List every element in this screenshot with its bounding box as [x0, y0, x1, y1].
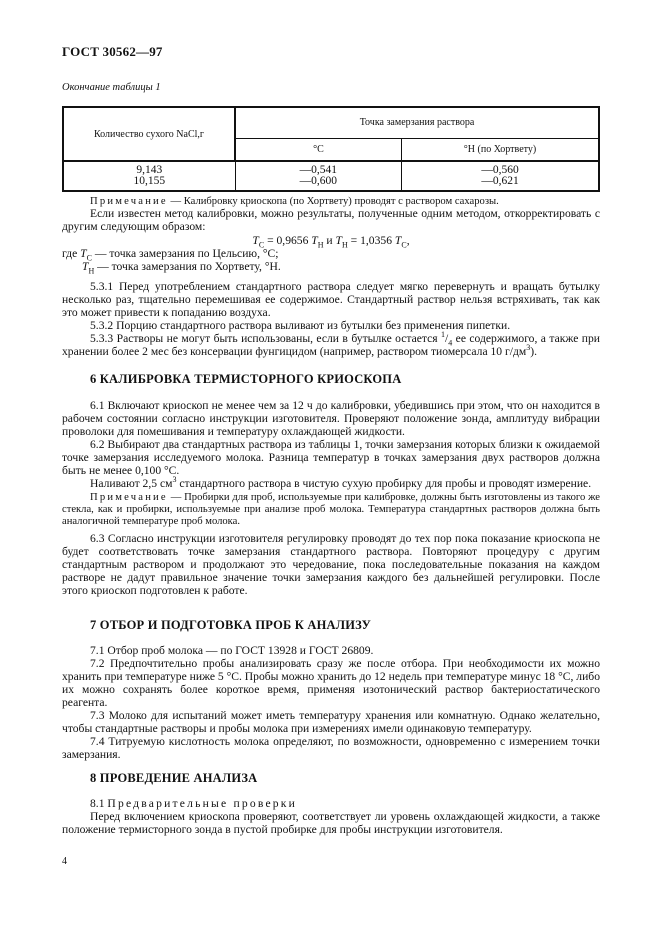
table-header-nacl: Количество сухого NaCl,г: [63, 107, 235, 161]
paragraph-5-3-3: 5.3.3 Растворы не могут быть использованы, если в бутылке остается $^1/_4$ ее содержимого, а также при хранении более 2 мес без консервации фунгицидом (например, раствором тиомерсала 10 $г/дм^3$).: [62, 330, 600, 358]
page-number: 4: [62, 856, 67, 867]
table-header-group: Точка замерзания раствора: [235, 107, 599, 138]
calibration-note-block: [62, 196, 600, 276]
paragraph-6-3: 6.3 Согласно инструкции изготовителя регулировку проводят до тех пор пока показание криоскопа не будет соответствовать точке замерзания стандартного раствора. Повторяют процедуру с другим стандартным раствором и продолжают это чередование, пока последовательные показания на каждом растворе не дадут правильное значение точки замерзания каждого без дальнейшей регулировки. После этого криоскоп подготовлен к работе.: [62, 531, 600, 597]
paragraph-6-2-pour: Наливают 2,5 $см^3$ стандартного раствора в чистую сухую пробирку для пробы и проводят измерение.: [90, 475, 592, 490]
paragraph-5-3-2: 5.3.2 Порцию стандартного раствора выливают из бутылки без применения пипетки.: [90, 319, 511, 332]
table-caption: Окончание таблицы 1: [62, 82, 161, 93]
table-cell: 10,155: [133, 175, 166, 187]
paragraph-5-3-1: 5.3.1 Перед употреблением стандартного раствора следует мягко перевернуть и вращать бутылку несколько раз, тщательно перемешивая ее содержимое. Стандартный раствор нельзя встряхивать, так как это может привести к попаданию воздуха.: [62, 280, 600, 319]
section-7-heading: 7 ОТБОР И ПОДГОТОВКА ПРОБ К АНАЛИЗУ: [90, 618, 372, 632]
paragraph-8-1: Перед включением криоскопа проверяют, соответствует ли уровень охлаждающей жидкости, а также положение термисторного зонда в пустой пробирке для пробы инструкции изготовителя.: [62, 810, 600, 836]
paragraph-7-3: 7.3 Молоко для испытаний может иметь температуру хранения или комнатную. Однако желательно, чтобы стандартные растворы и пробы молока при измерениях имели одинаковую температуру.: [62, 709, 600, 735]
table-cell: 9,143: [136, 164, 163, 176]
where-celsius: где $T_С$ — точка замерзания по Цельсию, °С;: [62, 247, 279, 263]
paragraph-calibration: Если известен метод калибровки, можно результаты, полученные одним методом, откорректировать с другим следующим образом:: [62, 207, 600, 233]
paragraph-7-2: 7.2 Предпочтительно пробы анализировать сразу же после отбора. При необходимости их можно хранить при температуре ниже 5 °С. Пробы можно хранить до 12 недель при температуре минус 18 °С, либо их можно сохранять более короткое время, применяя изотонический раствор бактериостатического реагента.: [62, 657, 600, 709]
paragraph-6-2: 6.2 Выбирают два стандартных раствора из таблицы 1, точки замерзания которых близки к ожидаемой точке замерзания исследуемого молока. Разница температур в точках замерзания двух растворов должна быть не менее 0,100 °С.: [62, 438, 600, 477]
note-text: — Калибровку криоскопа (по Хортвету) проводят с раствором сахарозы.: [167, 196, 499, 207]
section-6-heading: 6 КАЛИБРОВКА ТЕРМИСТОРНОГО КРИОСКОПА: [90, 372, 402, 386]
section-5-3: [62, 280, 600, 358]
table-header-celsius: °С: [235, 138, 402, 161]
note-label: Примечание: [90, 492, 168, 503]
table-cell: —0,541: [299, 164, 337, 176]
paragraph-7-1: 7.1 Отбор проб молока — по ГОСТ 13928 и ГОСТ 26809.: [90, 644, 374, 657]
table-row: [63, 161, 599, 191]
section-7: [62, 644, 600, 761]
section-8: [62, 797, 600, 836]
paragraph-8-1-title: 8.1 Предварительные проверки: [90, 797, 298, 810]
note-2: [62, 492, 600, 529]
paragraph-7-4: 7.4 Титруемую кислотность молока определяют, по возможности, одновременно с измерением точки замерзания.: [62, 735, 600, 761]
note-label: Примечание: [90, 196, 168, 207]
table-cell: —0,600: [299, 175, 337, 187]
table-header-hortvet: °Н (по Хортвету): [402, 138, 600, 161]
where-hortvet: $T_Н$ — точка замерзания по Хортвету, °Н.: [82, 260, 281, 276]
formula: $T_С = 0,9656$ $T_Н$ и $T_Н = 1,0356$ $T_С$,: [252, 234, 410, 250]
document-header: ГОСТ 30562—97: [62, 44, 163, 59]
note-text: — Пробирки для проб, используемые при калибровке, должны быть изготовлены из такого же стекла, как и пробирки, используемые при анализе проб молока. Температура стандартных растворов должна быть аналогичной температуре проб молока.: [62, 492, 600, 528]
table-cell: —0,621: [481, 175, 519, 187]
section-6: [62, 399, 600, 597]
paragraph-6-1: 6.1 Включают криоскоп не менее чем за 12 ч до калибровки, убедившись при этом, что он находится в рабочем состоянии согласно инструкции изготовителя. Проверяют положение зонда, амплитуду вибрации проволоки для помешивания и температуру охлаждающей жидкости.: [62, 399, 600, 438]
table-cell: —0,560: [481, 164, 519, 176]
table-1-end: [62, 106, 600, 192]
section-8-heading: 8 ПРОВЕДЕНИЕ АНАЛИЗА: [90, 771, 258, 785]
